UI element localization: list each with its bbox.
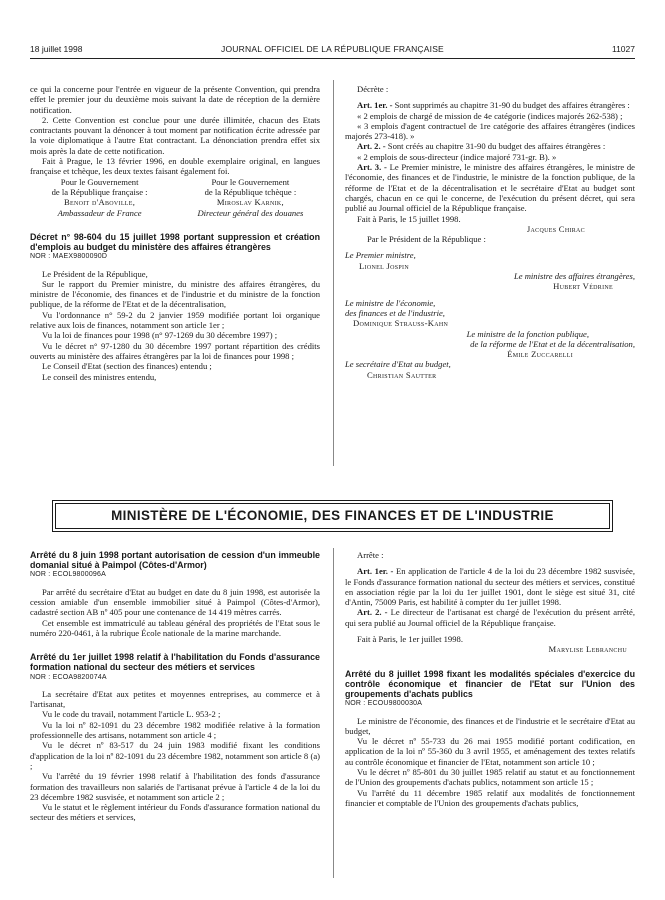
signatory-title: Ambassadeur de France [57, 207, 142, 218]
quote: « 2 emplois de sous-directeur (indice majoré 731-gr. B). » [357, 151, 557, 162]
article-label: Art. 1er. - [357, 566, 394, 577]
article-label: Art. 1er. - [357, 100, 393, 111]
paragraph: Le ministre de l'économie, des finances et de l'industrie et le secrétaire d'Etat au budget, [345, 715, 635, 736]
paragraph: Vu le décret n° 97-1280 du 30 décembre 1997 portant répartition des crédits ouverts au ministère des affaires étrangères par la loi de finances pour 1998 ; [30, 340, 320, 361]
arrete-nor: NOR : ECOL9800096A [30, 571, 106, 579]
signatory-name: Christian Sautter [367, 369, 437, 380]
arrete-title: Arrêté du 8 juin 1998 portant autorisation de cession d'un immeuble domanial situé à Paimpol (Côtes-d'Armor) [30, 550, 320, 571]
article-text: Le directeur de l'artisanat est chargé de l'exécution du présent arrêté, qui sera publié au Journal officiel de la République française. [345, 607, 635, 628]
signatory-title: Le ministre des affaires étrangères, [513, 271, 635, 282]
paragraph: Cet ensemble est immatriculé au tableau général des propriétés de l'Etat sous le numéro 220-0461, à la rubrique École nationale de la marine marchande. [30, 617, 320, 638]
signatory-name: Hubert Védrine [553, 281, 613, 292]
signatory-title: Le Premier ministre, [345, 250, 416, 261]
article-1 [345, 566, 635, 607]
paragraph: Le conseil des ministres entendu, [42, 371, 157, 382]
signatory-title: Le ministre de la fonction publique, [466, 328, 589, 339]
article-label: Art. 3. - [357, 162, 387, 173]
signatory-name: Émile Zuccarelli [507, 349, 573, 360]
paragraph: ce qui la concerne pour l'entrée en vigueur de la présente Convention, qui prendra effet le premier jour du deuxième mois suivant la date de réception de la dernière notification. [30, 84, 320, 115]
ministry-title: MINISTÈRE DE L'ÉCONOMIE, DES FINANCES ET DE L'INDUSTRIE [111, 508, 554, 523]
arrete-nor: NOR : ECOA9820074A [30, 673, 107, 681]
quote: « 2 emplois de chargé de mission de 4e catégorie (indices majorés 262-538) ; [357, 110, 623, 121]
signature-place-date: Fait à Paris, le 15 juillet 1998. [357, 213, 461, 224]
article-text: Sont créés au chapitre 31-90 du budget des affaires étrangères : [387, 141, 606, 152]
paragraph: Le Président de la République, [42, 268, 148, 279]
article-label: Art. 2. - [357, 141, 386, 152]
article-2 [345, 141, 635, 151]
header-rule [30, 58, 635, 59]
signatory-name: Miroslav Karnik, [216, 197, 284, 208]
article-label: Art. 2. - [357, 607, 388, 618]
bottom-right-column [345, 550, 635, 808]
paragraph: Vu l'arrêté du 11 décembre 1985 relatif aux modalités de fonctionnement financier et comptable de l'Union des groupements d'achats publics, [345, 787, 635, 808]
paragraph: Par arrêté du secrétaire d'Etat au budget en date du 8 juin 1998, est autorisée la cession amiable d'un ensemble immobilier situé à Paimpol (Côtes-d'Armor), cadastré section AB nº 405 pour une contenance de 14 419 mètres carrés. [30, 586, 320, 618]
paragraph: Vu la loi nº 82-1091 du 23 décembre 1982 modifiée relative à la formation professionnelle des artisans, notamment son article 4 ; [30, 719, 320, 741]
article-text: Le Premier ministre, le ministre des affaires étrangères, le ministre de l'économie, des finances et de l'industrie, le ministre de la fonction publique, de la réforme de l'Etat et de la décentralisation et le secrétaire d'Etat au budget sont chargés, chacun en ce qui le concerne, de l'exécution du présent décret, qui sera publié au Journal officiel de la République française. [345, 162, 635, 214]
top-right-column [345, 84, 635, 380]
top-left-column [30, 84, 320, 382]
paragraph: Vu l'arrêté du 19 février 1998 relatif à l'habilitation des fonds d'assurance formation des travailleurs non salariés de l'artisanat prévue à l'article 4 de la loi du 23 décembre 1982 susvisée, et notamment son article 2 ; [30, 771, 320, 802]
decrete-label: Décrète : [357, 84, 389, 94]
signature-line: Pour le Gouvernement [60, 176, 139, 187]
paragraph: Vu le statut et le règlement intérieur du Fonds d'assurance formation national du secteur des métiers et services, [30, 802, 320, 823]
arrete-label: Arrête : [357, 550, 384, 560]
header-date: 18 juillet 1998 [30, 44, 83, 54]
signatory-title: Le ministre de l'économie, [345, 297, 436, 308]
signatory-name: Benoit d'Aboville, [64, 197, 136, 208]
signature-line: Pour le Gouvernement [211, 176, 290, 187]
arrete-title: Arrêté du 1er juillet 1998 relatif à l'habilitation du Fonds d'assurance formation national du secteur des métiers et services [30, 652, 320, 673]
signature-line: de la République tchèque : [204, 186, 297, 197]
signatory-title: des finances et de l'industrie, [345, 307, 445, 318]
signatory-title: de la réforme de l'Etat et de la décentralisation, [470, 338, 635, 349]
signatory-title: Le secrétaire d'Etat au budget, [345, 359, 451, 370]
signatures [30, 177, 320, 218]
paragraph: Vu le décret nº 83-517 du 24 juin 1983 modifié fixant les conditions d'application de la loi nº 82-1091 du 23 décembre 1982, notamment son article 8 (a) ; [30, 740, 320, 771]
article-3 [345, 162, 635, 213]
paragraph: 2. Cette Convention est conclue pour une durée illimitée, chacun des Etats contractants pouvant la dénoncer à tout moment par notification écrite adressée par la voie diplomatique à l'autre Etat contractant. La dénonciation prendra effet six mois après la date de cette notification. [30, 114, 320, 156]
paragraph: Sur le rapport du Premier ministre, du ministre des affaires étrangères, du ministre de l'économie, des finances et de l'industrie et du ministre de la fonction publique, de la réforme de l'Etat et de la décentralisation, [30, 278, 320, 310]
paragraph: Le Conseil d'Etat (section des finances) entendu ; [42, 361, 212, 372]
arrete-title: Arrêté du 8 juillet 1998 fixant les modalités spéciales d'exercice du contrôle économique et financier de l'Etat sur l'Union des groupements d'achats publics [345, 668, 635, 700]
header-journal-title: JOURNAL OFFICIEL DE LA RÉPUBLIQUE FRANÇAISE [221, 44, 444, 54]
column-divider [333, 80, 334, 466]
bottom-left-column [30, 550, 320, 823]
article-text: Sont supprimés au chapitre 31-90 du budget des affaires étrangères : [394, 100, 630, 111]
article-1 [345, 100, 635, 110]
paragraph: Vu le code du travail, notamment l'article L. 953-2 ; [42, 709, 221, 720]
paragraph: La secrétaire d'Etat aux petites et moyennes entreprises, au commerce et à l'artisanat, [30, 688, 320, 710]
header-page-number: 11027 [611, 44, 635, 54]
paragraph: Fait à Prague, le 13 février 1996, en double exemplaire original, en langues française et tchèque, les deux textes faisant également foi. [30, 156, 320, 177]
signatory-name: Lionel Jospin [359, 260, 409, 271]
decree-nor: NOR : MAEX9800090D [30, 253, 108, 261]
by-president: Par le Président de la République : [367, 234, 486, 245]
paragraph: Vu la loi de finances pour 1998 (n° 97-1269 du 30 décembre 1997) ; [42, 330, 278, 341]
signatory-name: Dominique Strauss-Kahn [353, 318, 449, 329]
arrete-nor: NOR : ECOU9800030A [345, 700, 423, 708]
article-2 [345, 607, 635, 628]
page-header [30, 44, 635, 56]
column-divider [333, 548, 334, 878]
paragraph: Vu le décret nº 85-801 du 30 juillet 1985 relatif au statut et au fonctionnement de l'Union des groupements d'achats publics, notamment son article 15 ; [345, 767, 635, 788]
paragraph: Vu l'ordonnance n° 59-2 du 2 janvier 1959 modifiée portant loi organique relative aux lois de finances, notamment son article 1er ; [30, 309, 320, 331]
signatory-name: Marylise Lebranchu [548, 644, 627, 655]
signatory-name: Jacques Chirac [526, 223, 585, 234]
signature-place-date: Fait à Paris, le 1er juillet 1998. [357, 634, 463, 645]
signature-line: de la République française : [51, 186, 148, 197]
decree-title: Décret n° 98-604 du 15 juillet 1998 portant suppression et création d'emplois au budget du ministère des affaires étrangères [30, 231, 320, 253]
quote: « 3 emplois d'agent contractuel de 1re catégorie des affaires étrangères (indices majorés 273-418). » [345, 120, 635, 142]
ministry-banner [52, 500, 613, 532]
paragraph: Vu le décret nº 55-733 du 26 mai 1955 modifié portant codification, en application de la loi nº 55-360 du 3 avril 1955, et aménagement des textes relatifs au contrôle économique et financier de l'Etat, notamment son article 10 ; [345, 736, 635, 767]
signatory-title: Directeur général des douanes [197, 207, 304, 218]
article-text: En application de l'article 4 de la loi du 23 décembre 1982 susvisée, le Fonds d'assurance formation national du secteur des métiers et services, constitué en association régie par la loi du 1er juillet 1901, dont le siège est situé 31, cité d'Antin, 75009 Paris, est habilité à compter du 1er juillet 1998. [345, 566, 635, 608]
